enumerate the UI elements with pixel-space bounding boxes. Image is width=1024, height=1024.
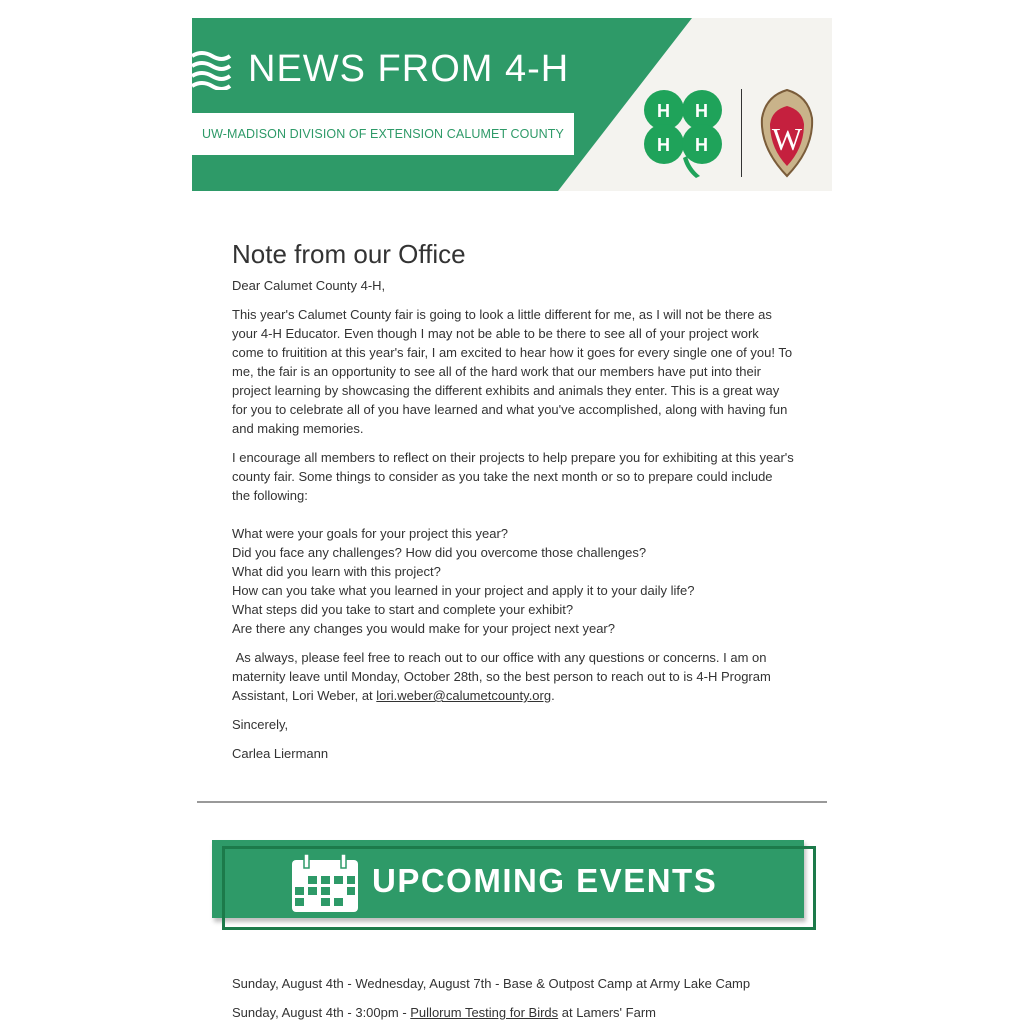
banner-green-panel — [192, 18, 832, 191]
paragraph-3-text: As always, please feel free to reach out to our office with any questions or concerns. I am on maternity leave until Monday, October 28th, so the best person to reach out to is 4-H Program Assistant, Lori Weber, at — [232, 650, 774, 703]
svg-text:H: H — [695, 135, 708, 155]
event-text: Sunday, August 4th - 3:00pm - — [232, 1005, 411, 1020]
greeting: Dear Calumet County 4-H, — [232, 278, 386, 293]
newsletter-title: NEWS FROM 4-H — [248, 48, 570, 90]
event-link[interactable]: Pullorum Testing for Birds — [410, 1005, 559, 1020]
events-banner-title: UPCOMING EVENTS — [372, 862, 718, 899]
4h-clover-logo — [640, 88, 730, 180]
section-divider — [197, 801, 827, 803]
note-heading: Note from our Office — [232, 239, 466, 269]
question: What did you learn with this project? — [232, 564, 441, 579]
subtitle-bar — [192, 113, 574, 155]
signature: Carlea Liermann — [232, 746, 329, 761]
paragraph-3 — [232, 648, 794, 705]
svg-text:W: W — [771, 121, 803, 157]
question: How can you take what you learned in your project and apply it to your daily life? — [232, 583, 695, 598]
paragraph-2: I encourage all members to reflect on their projects to help prepare you for exhibiting at this year's county fair. Some things to consider as you take the next month or so to prepare could include the following: — [232, 450, 794, 503]
email-link[interactable]: lori.weber@calumetcounty.org — [376, 688, 552, 703]
closing: Sincerely, — [232, 717, 289, 732]
svg-text:H: H — [695, 101, 708, 121]
paragraph-3-end: . — [551, 688, 555, 703]
question: Are there any changes you would make for your project next year? — [232, 621, 615, 636]
events-list — [232, 974, 750, 1024]
header-banner — [192, 18, 832, 191]
calendar-icon — [292, 854, 358, 912]
question: What were your goals for your project this year? — [232, 526, 509, 541]
note-section — [232, 238, 794, 773]
reflection-questions — [232, 524, 794, 638]
event-location: at Lamers' Farm — [558, 1005, 656, 1020]
logo-divider — [741, 89, 742, 177]
paragraph-1: This year's Calumet County fair is going to look a little different for me, as I will not be there as your 4-H Educator. Even though I may not be able to be there to see all of your project work come to fruitition at this year's fair, I am excited to hear how it goes for every single one of you! To me, the fair is an opportunity to see all of the hard work that our members have put into their project learning by showcasing the different exhibits and animals they enter. This is a great way for you to celebrate all of you have learned and what you've accomplished, along with having fun and making memories. — [232, 307, 793, 436]
newsletter-subtitle: UW-MADISON DIVISION OF EXTENSION CALUMET COUNTY — [202, 127, 564, 141]
svg-text:H: H — [657, 135, 670, 155]
event-item: Sunday, August 4th - Wednesday, August 7th - Base & Outpost Camp at Army Lake Camp — [232, 976, 751, 991]
event-item — [232, 1003, 750, 1022]
question: Did you face any challenges? How did you overcome those challenges? — [232, 545, 647, 560]
uw-crest-logo — [758, 88, 816, 178]
upcoming-events-banner — [212, 840, 814, 930]
svg-text:H: H — [657, 101, 670, 121]
waves-icon — [192, 50, 232, 90]
question: What steps did you take to start and complete your exhibit? — [232, 602, 574, 617]
